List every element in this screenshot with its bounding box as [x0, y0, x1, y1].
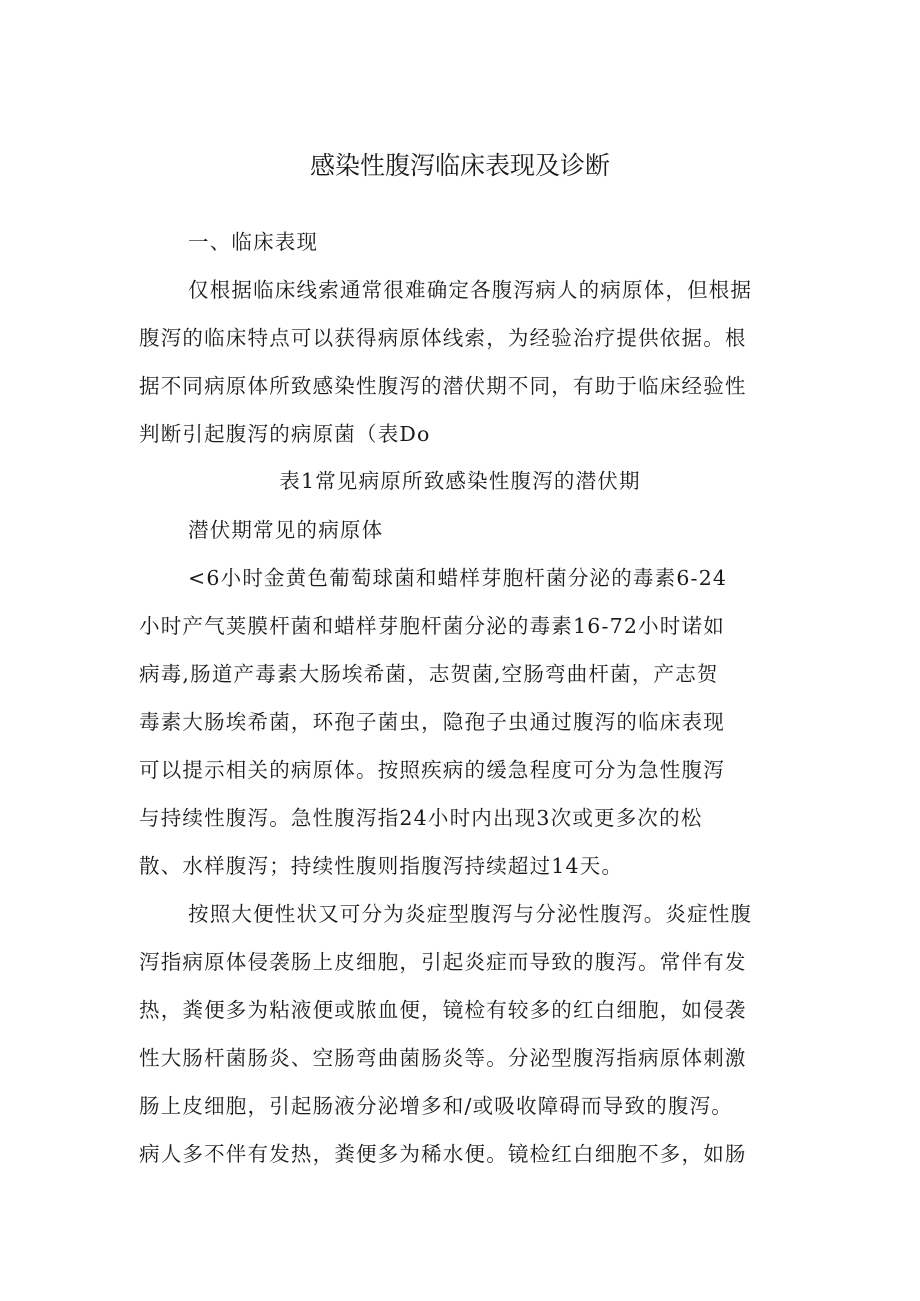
paragraph-line: 热，粪便多为粘液便或脓血便，镜检有较多的红白细胞，如侵袭: [139, 998, 747, 1022]
section-heading: 一、临床表现: [188, 230, 319, 254]
paragraph-line: 肠上皮细胞，引起肠液分泌增多和/或吸收障碍而导致的腹泻。: [139, 1094, 734, 1118]
table-header: 潜伏期常见的病原体: [188, 518, 384, 542]
paragraph-line: 可以提示相关的病原体。按照疾病的缓急程度可分为急性腹泻: [139, 758, 725, 782]
document-title: 感染性腹泻临床表现及诊断: [309, 151, 610, 180]
table-caption: 表1常见病原所致感染性腹泻的潜伏期: [279, 469, 641, 493]
paragraph-line: 腹泻的临床特点可以获得病原体线索，为经验治疗提供依据。根: [139, 326, 747, 350]
paragraph-line: 小时产气荚膜杆菌和蜡样芽胞杆菌分泌的毒素16-72小时诺如: [139, 614, 725, 638]
paragraph-line: 泻指病原体侵袭肠上皮细胞，引起炎症而导致的腹泻。常伴有发: [139, 950, 747, 974]
paragraph-line: 据不同病原体所致感染性腹泻的潜伏期不同，有助于临床经验性: [139, 374, 747, 398]
paragraph-line: 散、水样腹泻；持续性腹则指腹泻持续超过14天。: [139, 854, 624, 878]
paragraph-line: 病毒,肠道产毒素大肠埃希菌，志贺菌,空肠弯曲杆菌，产志贺: [139, 662, 719, 686]
paragraph-line: 病人多不伴有发热，粪便多为稀水便。镜检红白细胞不多，如肠: [139, 1142, 747, 1166]
paragraph-line: 判断引起腹泻的病原菌（表Do: [139, 422, 431, 446]
paragraph-line: 按照大便性状又可分为炎症型腹泻与分泌性腹泻。炎症性腹: [188, 902, 753, 926]
paragraph-line: 仅根据临床线索通常很难确定各腹泻病人的病原体，但根据: [188, 278, 753, 302]
paragraph-line: <6小时金黄色葡萄球菌和蜡样芽胞杆菌分泌的毒素6-24: [188, 566, 728, 590]
paragraph-line: 与持续性腹泻。急性腹泻指24小时内出现3次或更多次的松: [139, 806, 703, 830]
paragraph-line: 毒素大肠埃希菌，环孢子菌虫，隐孢子虫通过腹泻的临床表现: [139, 710, 725, 734]
paragraph-line: 性大肠杆菌肠炎、空肠弯曲菌肠炎等。分泌型腹泻指病原体刺激: [139, 1046, 747, 1070]
